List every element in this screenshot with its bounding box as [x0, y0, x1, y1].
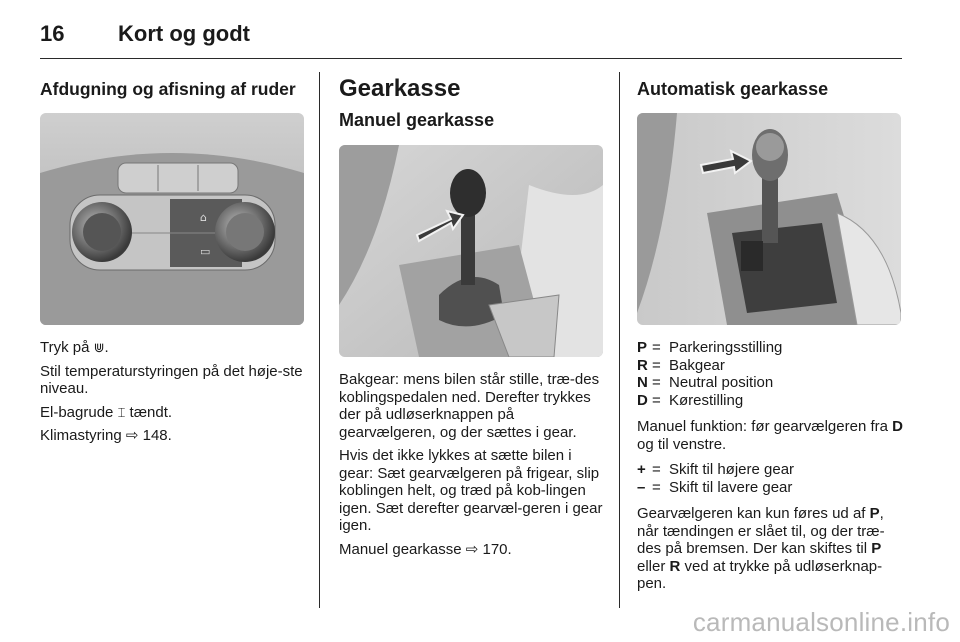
page-reference-arrow-icon: ⇨ — [465, 540, 479, 558]
chapter-title: Kort og godt — [118, 21, 250, 46]
manual-gearbox-heading: Manuel gearkasse — [339, 110, 495, 130]
section-title: Gearkasse — [339, 75, 461, 102]
defrost-instruction-2: Stil temperaturstyringen på det høje-ste niveau. — [40, 362, 303, 397]
shift-list — [637, 461, 903, 496]
gear-positions-list — [637, 339, 903, 409]
page-reference-arrow-icon: ⇨ — [125, 427, 139, 444]
climate-control-photo — [40, 113, 304, 325]
automatic-gearstick-photo — [637, 113, 901, 325]
manual-gearstick-photo — [339, 145, 603, 357]
gear-position-row: D = Kørestilling — [637, 391, 744, 409]
shift-row: – = Skift til lavere gear — [637, 478, 793, 496]
defrost-instruction-3: El-bagrude ⌶ tændt. — [40, 403, 173, 421]
svg-text:▭: ▭ — [200, 245, 211, 258]
column-automatic-gearbox — [637, 72, 903, 599]
reverse-gear-instruction: Bakgear: mens bilen står stille, træ-des koblingspedalen ned. Derefter trykkes der på udløserknappen på gearvælgeren, og der sættes i gear. — [339, 371, 600, 441]
defrost-windscreen-icon: ⋓ — [93, 340, 105, 355]
gear-position-row: P = Parkeringsstilling — [637, 339, 783, 356]
page-header — [40, 14, 250, 54]
column-divider-1 — [319, 72, 320, 608]
gear-position-row: N = Neutral position — [637, 374, 774, 391]
minus-icon: – — [637, 478, 646, 496]
column-divider-2 — [619, 72, 620, 608]
watermark: carmanualsonline.info — [692, 607, 950, 637]
column-manual-gearbox — [339, 72, 603, 564]
column-defrost — [40, 72, 304, 451]
rear-window-heater-icon: ⌶ — [117, 404, 126, 420]
header-divider — [40, 58, 902, 59]
automatic-gearbox-heading: Automatisk gearkasse — [637, 79, 829, 99]
manual-gearbox-reference[interactable]: Manuel gearkasse ⇨ 170. — [339, 540, 512, 558]
manual-mode-text: Manuel funktion: før gearvælgeren fra D og til venstre. — [637, 418, 903, 453]
gear-position-row: R = Bakgear — [637, 356, 725, 374]
page-number: 16 — [40, 21, 65, 46]
climate-reference[interactable]: Klimastyring ⇨ 148. — [40, 427, 172, 444]
gear-failure-instruction: Hvis det ikke lykkes at sætte bilen i gear: Sæt gearvælgeren på frigear, slip koblingen helt, og træd på kob-lingen igen. Sæt derefter gearvæl-geren i gear igen. — [339, 447, 603, 534]
selector-release-text: Gearvælgeren kan kun føres ud af P, når tændingen er slået til, og der træ-des på bremsen. Der kan skiftes til P eller R ved at trykke på udløserknap-pen. — [637, 505, 885, 592]
svg-text:⌂: ⌂ — [200, 211, 207, 224]
plus-icon: + — [637, 461, 646, 478]
defrost-instruction-1: Tryk på ⋓. — [40, 339, 109, 356]
defrost-heading: Afdugning og afisning af ruder — [40, 79, 296, 99]
shift-row: + = Skift til højere gear — [637, 461, 795, 478]
